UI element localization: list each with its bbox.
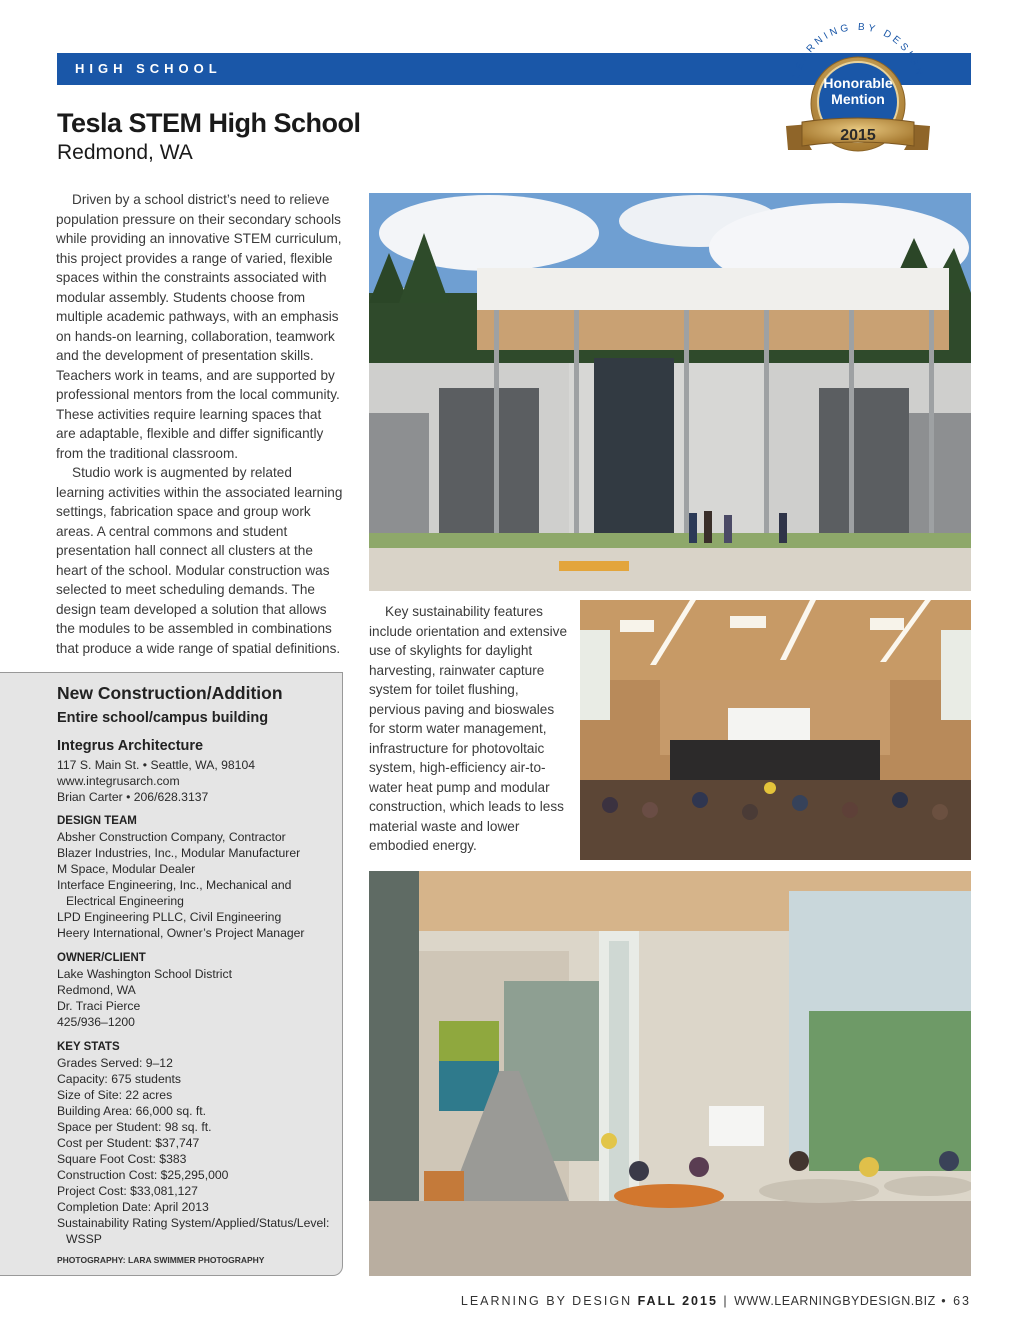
design-team-line: M Space, Modular Dealer <box>57 862 196 876</box>
owner-line: 425/936–1200 <box>57 1015 135 1029</box>
key-stat: Capacity: 675 students <box>57 1072 181 1086</box>
footer-url: WWW.LEARNINGBYDESIGN.BIZ <box>734 1294 936 1308</box>
design-team-line: Blazer Industries, Inc., Modular Manufacturer <box>57 846 301 860</box>
project-title: Tesla STEM High School <box>57 108 361 138</box>
design-team-heading: DESIGN TEAM <box>57 815 137 827</box>
badge-award-line2: Mention <box>831 91 885 107</box>
article-paragraph: Key sustainability features include orientation and extensive use of skylights for daylight harvesting, rainwater capture system for toilet flushing, pervious paving and bioswales for storm water management, infrastructure for photovoltaic system, high-efficiency air-to-water heat pump and modular construction, which leads to less material waste and lower embodied energy. <box>369 604 567 853</box>
article-paragraph: Studio work is augmented by related learning activities within the associated learning settings, fabrication space and group work areas. A central commons and student presentation hall connect all clusters at the heart of the school. Modular construction was selected to meet scheduling demands. The design team developed a solution that allows the modules to be assembled in combinations that produce a wide range of spatial definitions. <box>56 465 343 656</box>
article-column-1 <box>56 190 344 658</box>
firm-website: www.integrusarch.com <box>57 774 180 788</box>
section-label: HIGH SCHOOL <box>75 61 222 76</box>
stair-commons-photo <box>369 871 971 1276</box>
owner-line: Lake Washington School District <box>57 967 232 981</box>
key-stat: WSSP <box>66 1232 102 1246</box>
page-number: 63 <box>953 1294 971 1308</box>
firm-address: 117 S. Main St. • Seattle, WA, 98104 <box>57 758 256 772</box>
design-team-line: Interface Engineering, Inc., Mechanical and <box>57 878 292 892</box>
page-footer <box>461 1294 971 1308</box>
owner-heading: OWNER/CLIENT <box>57 952 146 964</box>
badge-year: 2015 <box>840 127 876 144</box>
key-stat: Cost per Student: $37,747 <box>57 1136 200 1150</box>
key-stat: Space per Student: 98 sq. ft. <box>57 1120 212 1134</box>
photo-credit: PHOTOGRAPHY: LARA SWIMMER PHOTOGRAPHY <box>57 1255 265 1265</box>
exterior-photo <box>369 193 971 591</box>
key-stat: Square Foot Cost: $383 <box>57 1152 187 1166</box>
firm-details <box>57 757 255 805</box>
footer-issue: FALL 2015 <box>637 1294 718 1308</box>
footer-bullet: • <box>941 1294 948 1308</box>
key-stat: Building Area: 66,000 sq. ft. <box>57 1104 207 1118</box>
award-category: New Construction/Addition <box>57 683 283 703</box>
project-location: Redmond, WA <box>57 141 193 164</box>
key-stat: Project Cost: $33,081,127 <box>57 1184 198 1198</box>
footer-publication: LEARNING BY DESIGN <box>460 1294 633 1308</box>
key-stats-heading: KEY STATS <box>57 1041 120 1053</box>
design-team-line: LPD Engineering PLLC, Civil Engineering <box>57 910 282 924</box>
award-badge <box>782 18 934 170</box>
commons-interior-photo <box>580 600 971 860</box>
design-team-section <box>57 813 304 941</box>
firm-contact: Brian Carter • 206/628.3137 <box>57 790 209 804</box>
owner-line: Dr. Traci Pierce <box>57 999 141 1013</box>
firm-name: Integrus Architecture <box>57 738 204 754</box>
key-stat: Size of Site: 22 acres <box>57 1088 173 1102</box>
key-stat: Construction Cost: $25,295,000 <box>57 1168 229 1182</box>
design-team-line: Heery International, Owner’s Project Manager <box>57 926 305 940</box>
footer-separator: | <box>723 1294 729 1308</box>
award-subcategory: Entire school/campus building <box>57 710 269 726</box>
owner-section <box>57 950 232 1030</box>
design-team-line: Electrical Engineering <box>66 894 184 908</box>
key-stats-section <box>57 1039 329 1247</box>
key-stat: Grades Served: 9–12 <box>57 1056 173 1070</box>
key-stat: Completion Date: April 2013 <box>57 1200 209 1214</box>
article-column-2 <box>369 602 569 856</box>
badge-award-line1: Honorable <box>823 75 893 91</box>
article-paragraph: Driven by a school district’s need to relieve population pressure on their secondary schools while providing an innovative STEM curriculum, this project provides a range of varied, flexible spaces within the constraints associated with modular assembly. Students choose from multiple academic pathways, with an emphasis on hands-on learning, collaboration, teamwork and the development of presentation skills. Teachers work in teams, and are supported by professional mentors from the local community. These activities require learning spaces that are adaptable, flexible and differ significantly from the traditional classroom. <box>56 192 342 461</box>
key-stat: Sustainability Rating System/Applied/Status/Level: <box>57 1216 330 1230</box>
design-team-line: Absher Construction Company, Contractor <box>57 830 286 844</box>
owner-line: Redmond, WA <box>57 983 136 997</box>
badge-arc-text: LEARNING BY DESIGN <box>791 21 925 80</box>
